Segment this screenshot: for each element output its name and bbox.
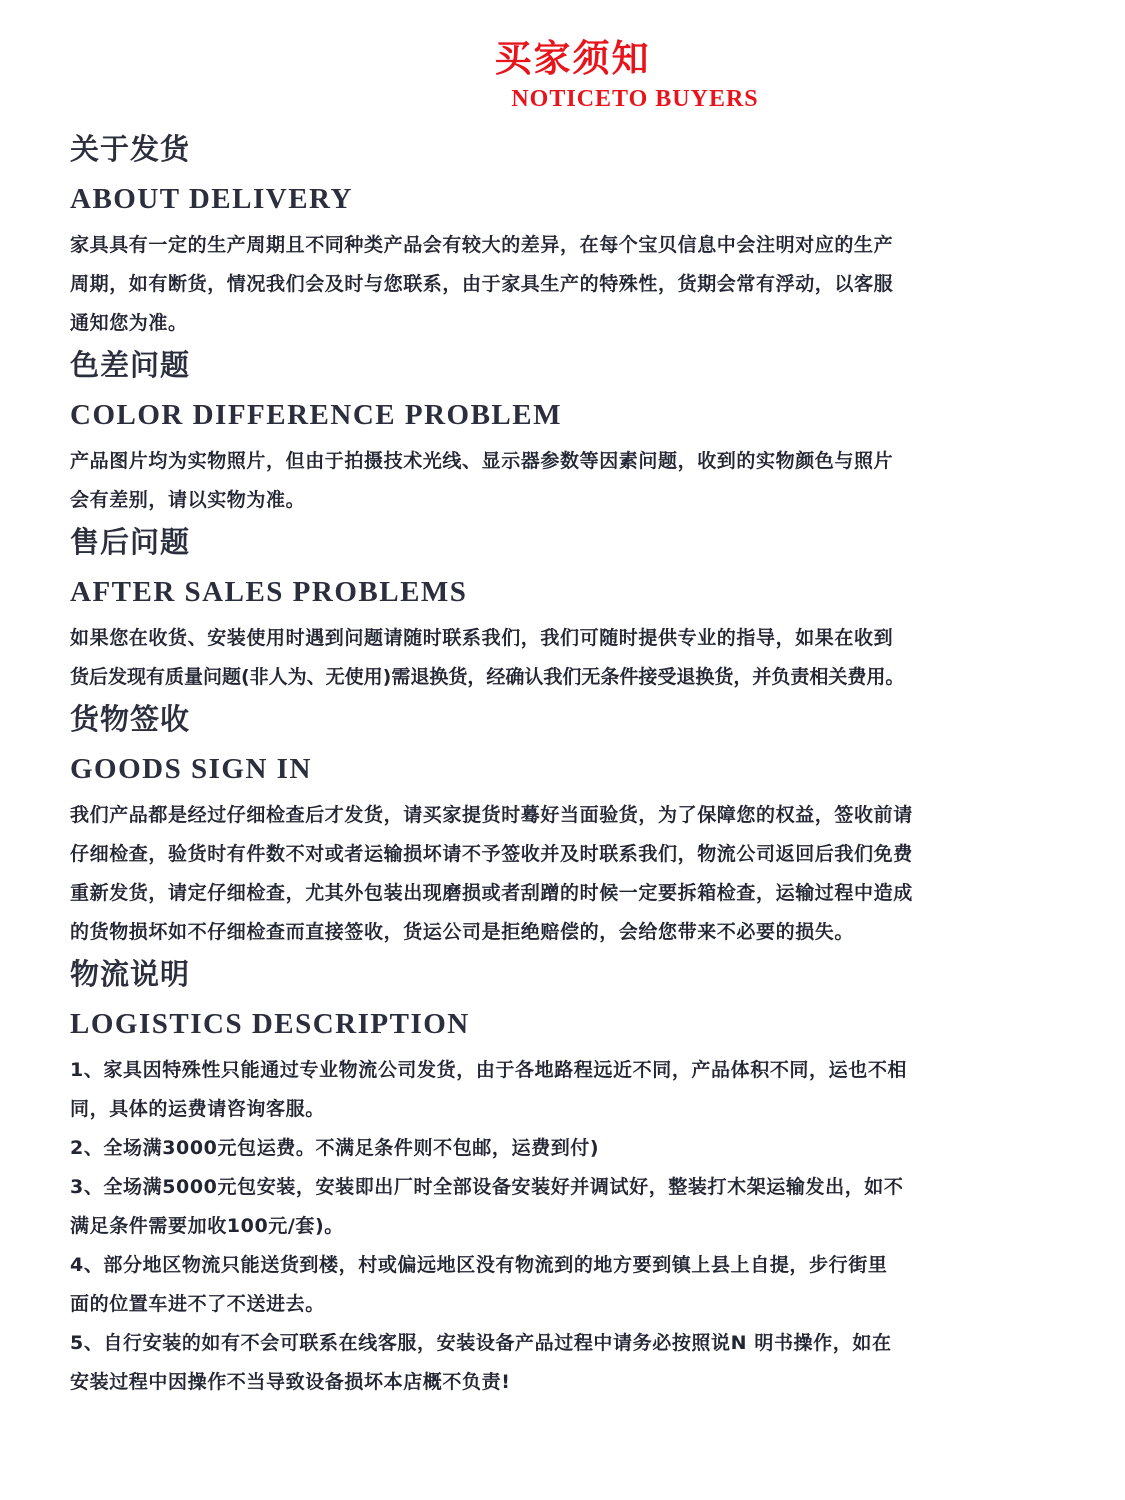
list-item: 3、全场满5000元包安装，安装即出厂时全部设备安装好并调试好，整装打木架运输发出，如不 xyxy=(70,1176,904,1198)
body-line: 货后发现有质量问题(非人为、无使用)需退换货，经确认我们无条件接受退换货，并负责相关费用。 xyxy=(70,666,905,688)
section-logistics xyxy=(70,952,1120,1402)
section-heading-zh: 售后问题 xyxy=(70,525,191,559)
notice-content xyxy=(70,127,1120,1402)
list-item: 面的位置车进不了不送进去。 xyxy=(70,1293,325,1315)
section-heading-zh: 关于发货 xyxy=(70,132,191,166)
body-line: 的货物损坏如不仔细检查而直接签收，货运公司是拒绝赔偿的，会给您带来不必要的损失。 xyxy=(70,921,855,943)
section-body xyxy=(70,619,1120,697)
section-color-difference xyxy=(70,343,1120,520)
body-line: 周期，如有断货，情况我们会及时与您联系，由于家具生产的特殊性，货期会常有浮动，以客服 xyxy=(70,273,894,295)
body-line: 会有差别，请以实物为准。 xyxy=(70,489,306,511)
body-line: 重新发货，请定仔细检查，尤其外包装出现磨损或者刮蹭的时候一定要拆箱检查，运输过程中造成 xyxy=(70,882,913,904)
list-item: 同，具体的运费请咨询客服。 xyxy=(70,1098,325,1120)
body-line: 产品图片均为实物照片，但由于拍摄技术光线、显示器参数等因素问题，收到的实物颜色与照片 xyxy=(70,450,894,472)
section-heading-zh: 物流说明 xyxy=(70,957,191,991)
body-line: 我们产品都是经过仔细检查后才发货，请买家提货时蓦好当面验货，为了保障您的权益，签收前请 xyxy=(70,804,913,826)
section-heading-en: ABOUT DELIVERY xyxy=(70,183,353,215)
section-body xyxy=(70,796,1120,952)
logistics-list xyxy=(70,1051,1120,1402)
body-line: 如果您在收货、安装使用时遇到问题请随时联系我们，我们可随时提供专业的指导，如果在收到 xyxy=(70,627,894,649)
body-line: 仔细检查，验货时有件数不对或者运输损坏请不予签收并及时联系我们，物流公司返回后我们免费 xyxy=(70,843,913,865)
list-item: 5、自行安装的如有不会可联系在线客服，安装设备产品过程中请务必按照说N 明书操作，如在 xyxy=(70,1332,892,1354)
list-item: 4、部分地区物流只能送货到楼，村或偏远地区没有物流到的地方要到镇上县上自提，步行街里 xyxy=(70,1254,888,1276)
section-body xyxy=(70,442,1120,520)
body-line: 通知您为准。 xyxy=(70,312,188,334)
section-after-sales xyxy=(70,520,1120,697)
section-body xyxy=(70,226,1120,343)
section-heading-zh: 色差问题 xyxy=(70,348,191,382)
section-delivery xyxy=(70,127,1120,343)
section-goods-sign-in xyxy=(70,697,1120,952)
list-item: 满足条件需要加收100元/套)。 xyxy=(70,1215,344,1237)
list-item: 安装过程中因操作不当导致设备损坏本店概不负责! xyxy=(70,1371,511,1393)
page-title: 买家须知 xyxy=(494,37,651,80)
section-heading-en: LOGISTICS DESCRIPTION xyxy=(70,1008,470,1040)
body-line: 家具具有一定的生产周期且不同种类产品会有较大的差异，在每个宝贝信息中会注明对应的生产 xyxy=(70,234,894,256)
section-heading-en: COLOR DIFFERENCE PROBLEM xyxy=(70,399,562,431)
list-item: 2、全场满3000元包运费。不满足条件则不包邮，运费到付) xyxy=(70,1137,600,1159)
section-heading-zh: 货物签收 xyxy=(70,702,191,736)
list-item: 1、家具因特殊性只能通过专业物流公司发货，由于各地路程远近不同，产品体积不同，运也不相 xyxy=(70,1059,908,1081)
page-subtitle: NOTICETO BUYERS xyxy=(511,86,759,112)
section-heading-en: AFTER SALES PROBLEMS xyxy=(70,576,468,608)
section-heading-en: GOODS SIGN IN xyxy=(70,753,312,785)
